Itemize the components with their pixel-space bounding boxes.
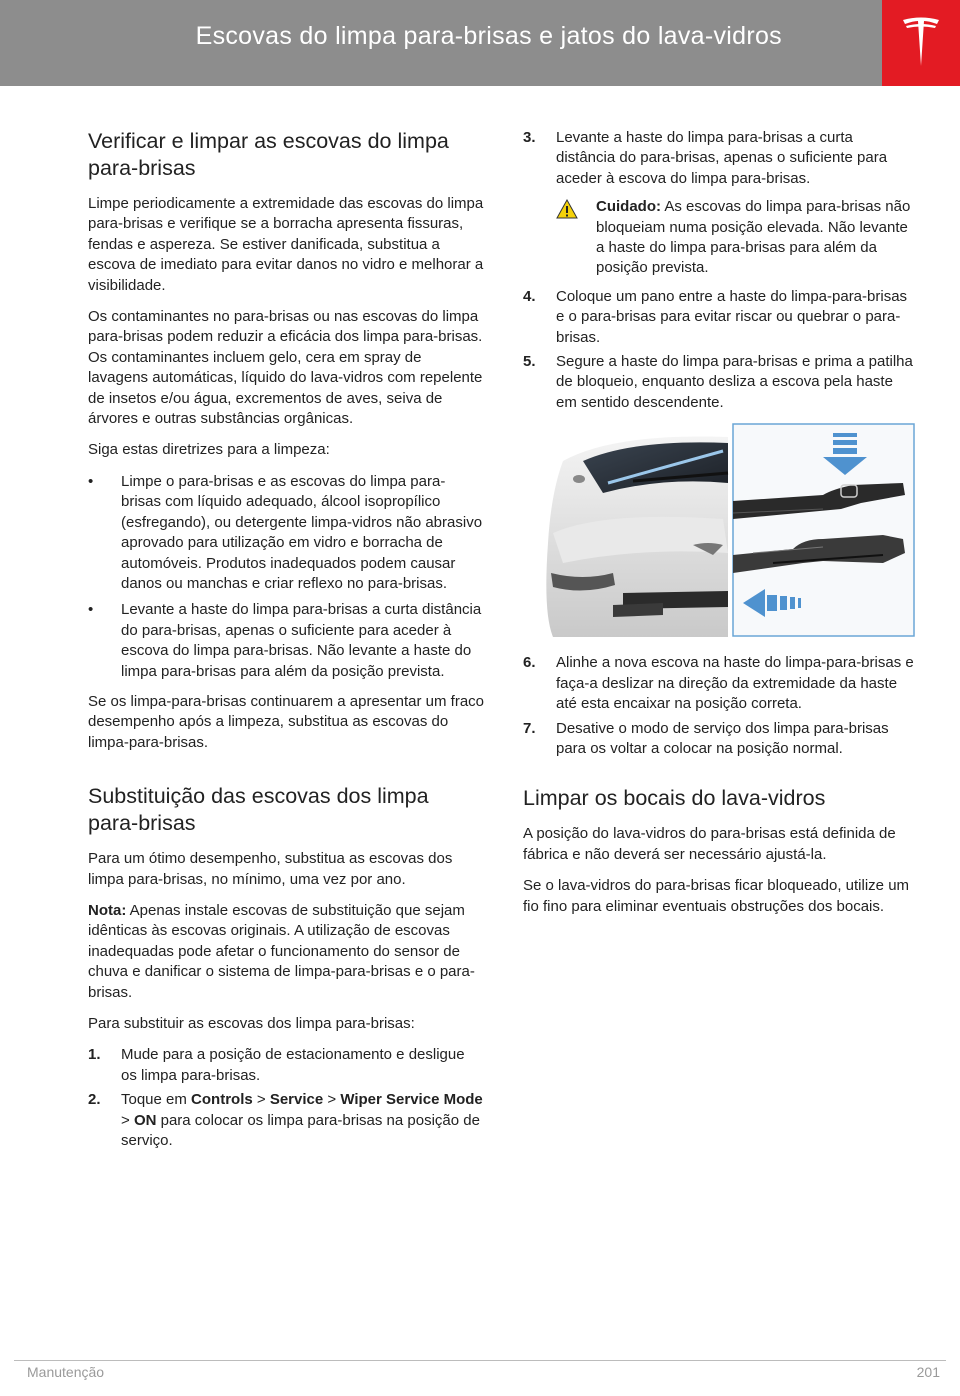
caution-box: Cuidado: As escovas do limpa para-brisas não bloqueiam numa posição elevada. Não levante a haste do limpa para-brisas para além da posição prevista.: [523, 197, 915, 279]
menu-path-service: Service: [269, 1091, 324, 1109]
section-heading-replacement: Substituição das escovas dos limpa para-brisas: [88, 784, 429, 836]
car-and-wiper-figure: [523, 423, 915, 637]
step-2: 2. Toque em Controls > Service > Wiper Service Mode > ON para colocar os limpa para-brisas na posição de serviço.: [88, 1091, 483, 1150]
paragraph: Os contaminantes no para-brisas ou nas escovas do limpa para-brisas podem reduzir a eficácia dos limpa para-brisas. Os contaminantes incluem gelo, cera em spray de lavagens automáticas, líquido do lava-vidros com repelente de insetos e/ou água, excrementos de aves, seiva de árvores e outras substâncias orgânicas.: [88, 308, 483, 428]
step-6: 6. Alinhe a nova escova na haste do limpa-para-brisas e faça-a deslizar na direção da extremidade da haste até esta encaixar na posição correta.: [523, 654, 914, 713]
paragraph: Limpe periodicamente a extremidade das escovas do limpa para-brisas e verifique se a borracha apresenta fissuras, fendas e aspereza. Se estiver danificada, substitua a escova de imediato para evitar danos no vidro e melhorar a visibilidade.: [88, 195, 484, 294]
note-label: Nota:: [88, 901, 127, 919]
footer-section: Manutenção: [27, 1364, 105, 1380]
paragraph: Siga estas diretrizes para a limpeza:: [88, 441, 330, 459]
menu-path-controls: Controls: [191, 1091, 253, 1109]
paragraph: A posição do lava-vidros do para-brisas está definida de fábrica e não deverá ser necessário ajustá-la.: [523, 825, 896, 863]
list-item: • Levante a haste do limpa para-brisas a curta distância do para-brisas, apenas o suficiente para aceder à escova do limpa para-brisas. Não levante a haste do limpa para-brisas para além da posição prevista.: [88, 601, 482, 680]
section-heading-washer-nozzles: Limpar os bocais do lava-vidros: [523, 786, 826, 811]
wiper-blade-illustration: [523, 423, 915, 637]
step-4: 4. Coloque um pano entre a haste do limpa-para-brisas e o para-brisas para evitar riscar ou quebrar o para-brisas.: [523, 287, 908, 346]
footer-divider: [14, 1360, 946, 1361]
list-item: • Limpe o para-brisas e as escovas do limpa para-brisas com líquido adequado, álcool isopropílico (esfregando), ou detergente limpa-vidros não abrasivo aprovado para utilização em vidro e borracha de automóveis. Produtos inadequados podem causar danos ou manchas e criar reflexo no para-brisas.: [88, 472, 483, 592]
step-1: 1. Mude para a posição de estacionamento e desligue os limpa para-brisas.: [88, 1046, 465, 1084]
right-column: [523, 128, 915, 928]
step-5: 5. Segure a haste do limpa para-brisas e prima a patilha de bloqueio, enquanto desliza a escova pela haste em sentido descendente.: [523, 353, 913, 411]
paragraph: Se o lava-vidros do para-brisas ficar bloqueado, utilize um fio fino para eliminar eventuais obstruções dos bocais.: [523, 877, 910, 915]
step-7: 7. Desative o modo de serviço dos limpa para-brisas para os voltar a colocar na posição normal.: [523, 719, 889, 757]
section-heading-check-clean: Verificar e limpar as escovas do limpa para-brisas: [88, 129, 449, 180]
note-paragraph: Nota: Apenas instale escovas de substituição que sejam idênticas às escovas originais. A utilização de escovas inadequadas pode afetar o funcionamento do sensor de chuva e danificar o sistema de limpa-para-brisas e o para-brisas.: [88, 901, 475, 1001]
paragraph: Para substituir as escovas dos limpa para-brisas:: [88, 1015, 415, 1032]
caution-label: Cuidado:: [596, 198, 661, 216]
brand-logo: [882, 0, 960, 86]
bullet-icon: •: [88, 601, 94, 619]
paragraph: Para um ótimo desempenho, substitua as escovas dos limpa para-brisas, no mínimo, uma vez por ano.: [88, 850, 453, 888]
paragraph: Se os limpa-para-brisas continuarem a apresentar um fraco desempenho após a limpeza, substitua as escovas do limpa-para-brisas.: [88, 692, 485, 751]
warning-icon: [556, 199, 578, 219]
tesla-logo-icon: [901, 16, 941, 68]
page-title: Escovas do limpa para-brisas e jatos do lava-vidros: [195, 22, 782, 50]
menu-path-on: ON: [133, 1111, 157, 1129]
page-header: [0, 0, 882, 86]
page-number: 201: [916, 1364, 940, 1380]
bullet-icon: •: [88, 472, 94, 490]
left-column: [88, 128, 484, 1155]
menu-path-wiper-service-mode: Wiper Service Mode: [340, 1091, 483, 1109]
step-3: 3. Levante a haste do limpa para-brisas a curta distância do para-brisas, apenas o suficiente para aceder à escova do limpa para-brisas.: [523, 129, 888, 187]
